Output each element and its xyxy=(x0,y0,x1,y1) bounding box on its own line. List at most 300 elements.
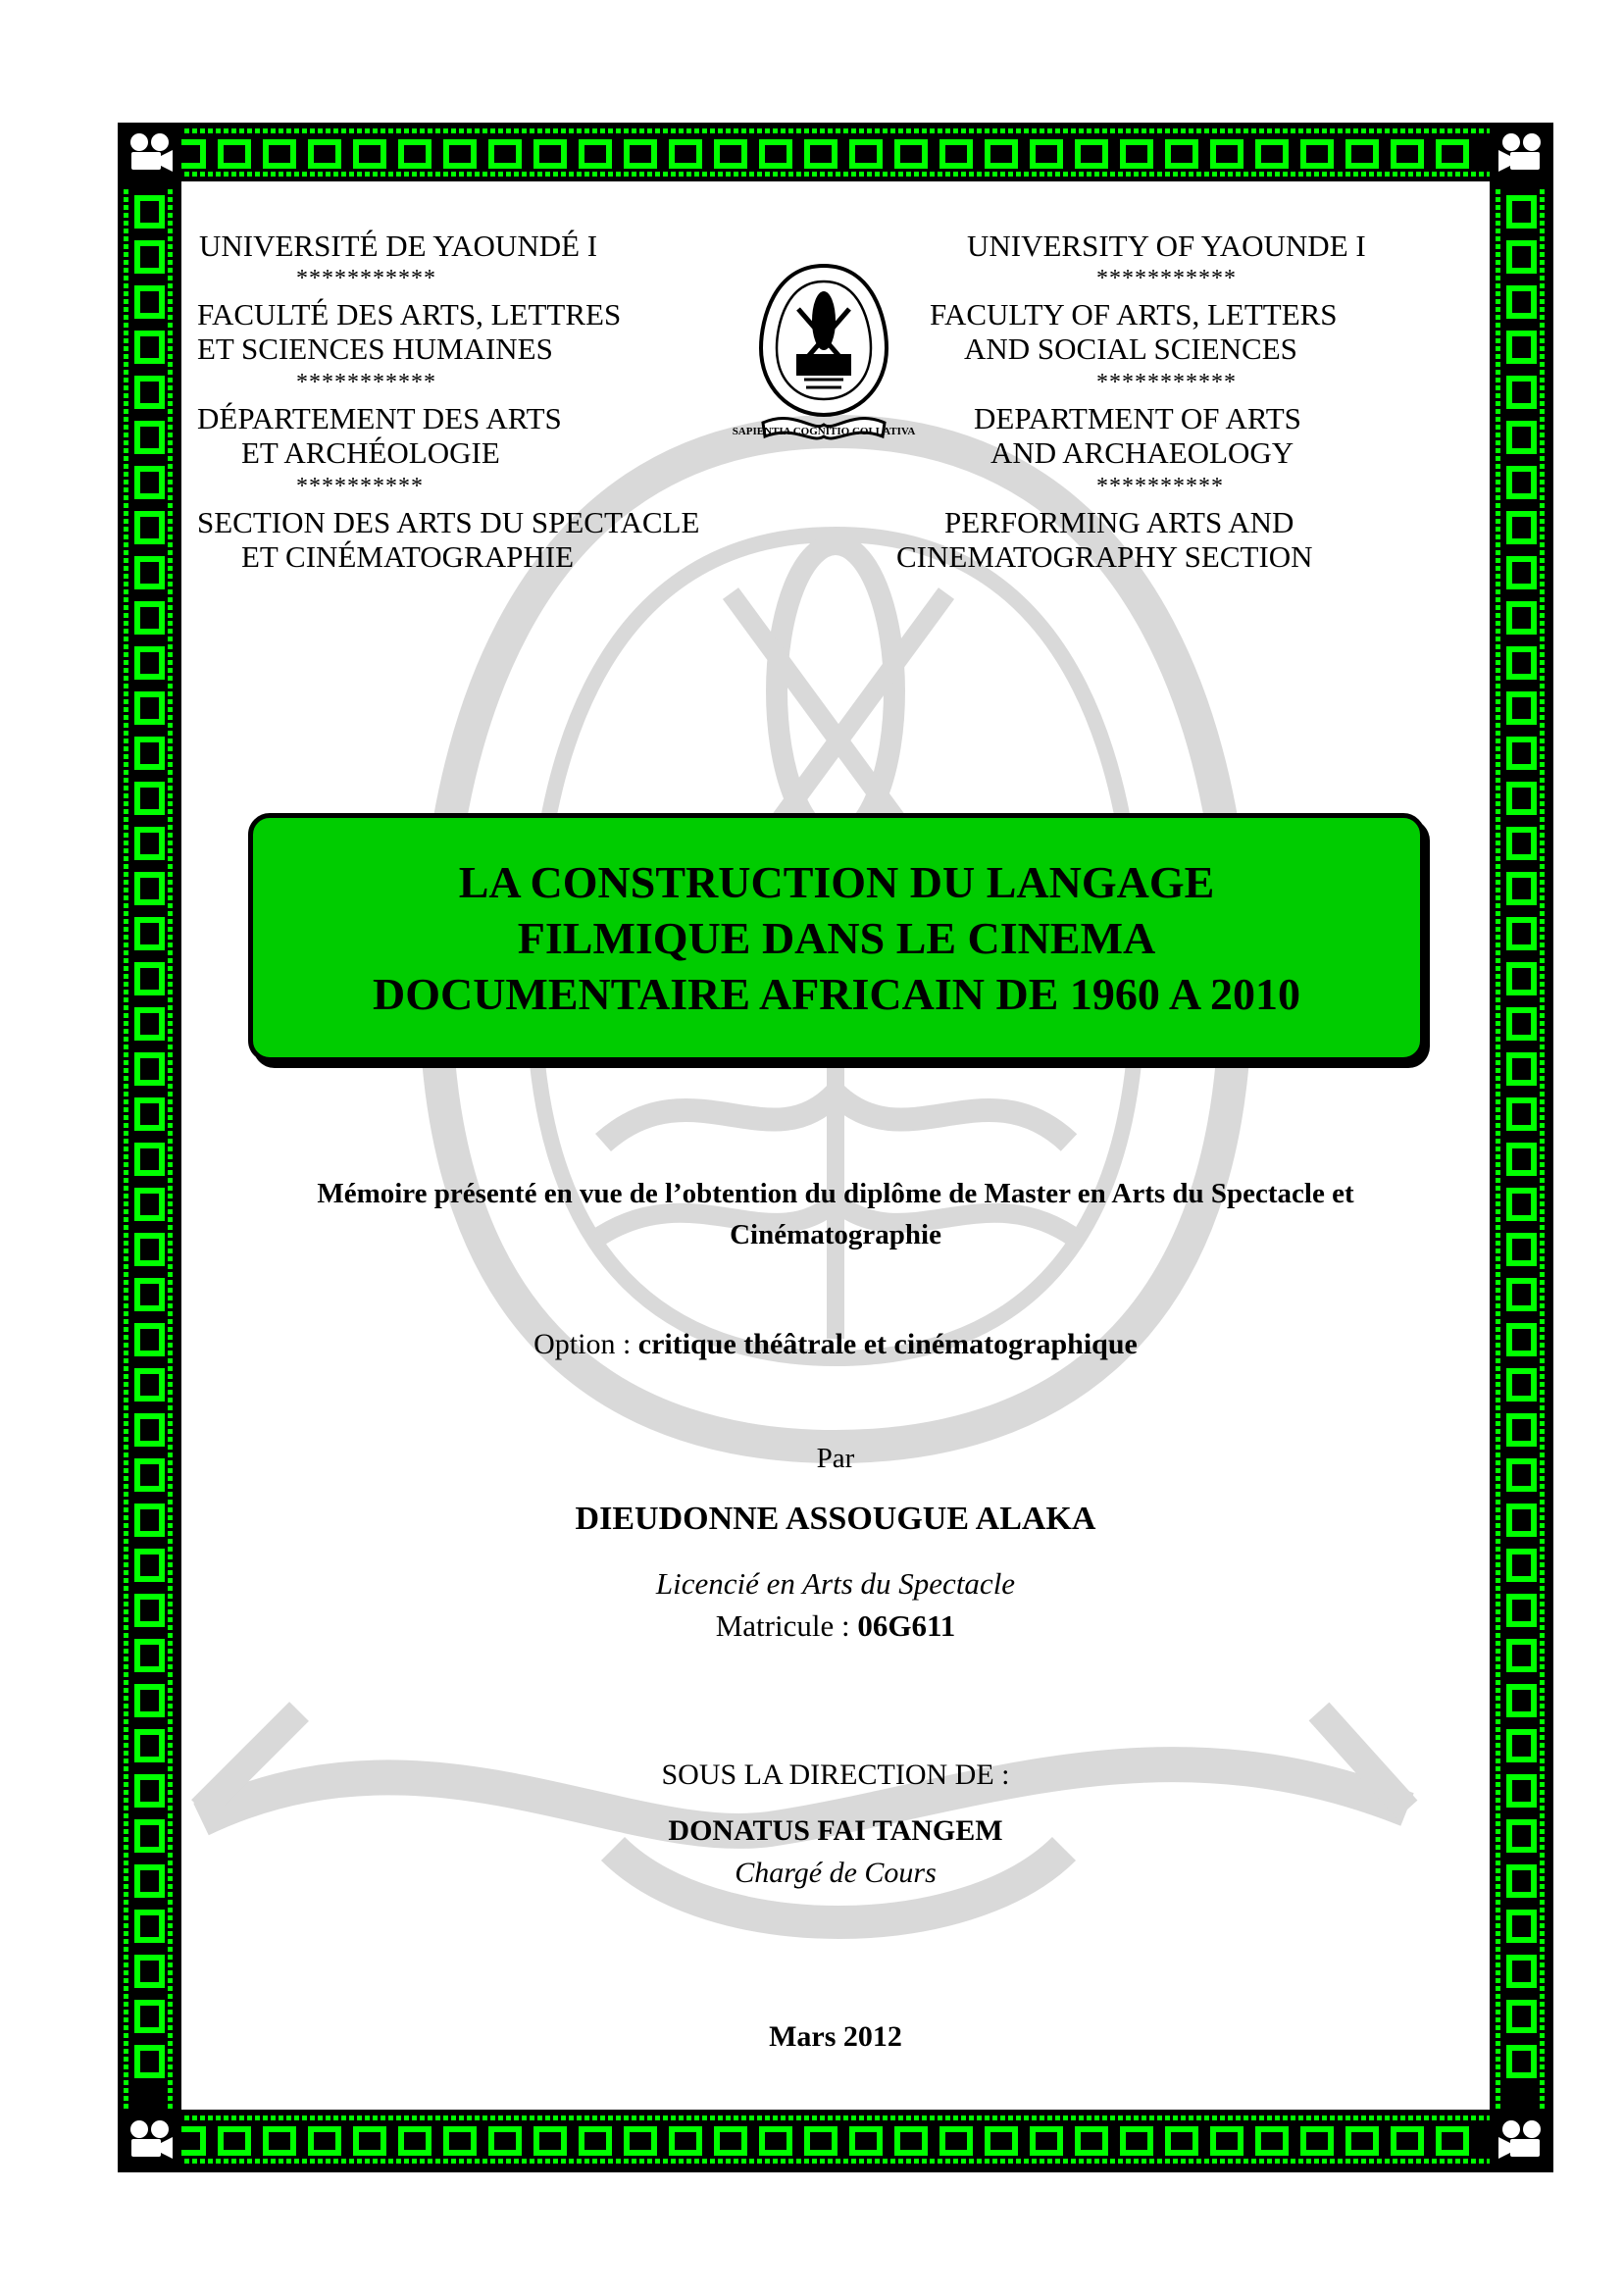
film-perforation xyxy=(302,128,307,133)
film-perforation xyxy=(168,809,173,814)
film-perforation xyxy=(124,848,128,853)
film-perforation xyxy=(851,128,856,133)
film-perforation xyxy=(124,495,128,500)
film-perforation xyxy=(168,558,173,563)
film-perforation xyxy=(124,1068,128,1073)
film-perforation xyxy=(124,621,128,626)
film-perforation xyxy=(1496,817,1500,822)
film-perforation xyxy=(168,1994,173,1999)
film-perforation xyxy=(545,2116,550,2120)
film-perforation xyxy=(1479,2116,1484,2120)
film-perforation xyxy=(1540,1296,1545,1300)
film-perforation xyxy=(168,2104,173,2109)
film-perforation xyxy=(906,172,911,177)
film-perforation xyxy=(1377,2159,1382,2164)
film-perforation xyxy=(898,2159,903,2164)
film-perforation xyxy=(1540,1633,1545,1638)
film-perforation xyxy=(124,762,128,767)
film-perforation xyxy=(124,1241,128,1246)
film-frame-window xyxy=(140,336,159,358)
film-frame-window xyxy=(140,1645,159,1666)
film-perforation xyxy=(522,2116,527,2120)
film-perforation xyxy=(124,1005,128,1010)
separator-stars: *********** xyxy=(1096,266,1237,291)
film-frame-window xyxy=(359,2132,381,2150)
film-perforation xyxy=(168,1594,173,1599)
film-perforation xyxy=(124,1186,128,1191)
film-frame-window xyxy=(720,145,741,163)
film-perforation xyxy=(168,1194,173,1198)
film-perforation xyxy=(1540,1939,1545,1944)
film-perforation xyxy=(247,2159,252,2164)
film-frame-window xyxy=(449,2132,471,2150)
film-perforation xyxy=(757,2159,762,2164)
film-perforation xyxy=(124,448,128,453)
film-perforation xyxy=(694,2116,699,2120)
film-perforation xyxy=(1540,1861,1545,1865)
film-perforation xyxy=(168,699,173,704)
film-perforation xyxy=(1540,958,1545,963)
film-perforation xyxy=(679,2159,684,2164)
film-perforation xyxy=(1540,1068,1545,1073)
film-perforation xyxy=(1408,2159,1413,2164)
film-perforation xyxy=(168,2096,173,2101)
film-perforation xyxy=(1540,1994,1545,1999)
film-perforation xyxy=(686,172,691,177)
film-perforation xyxy=(168,1955,173,1960)
film-frame-window xyxy=(1512,833,1531,854)
film-perforation xyxy=(124,1837,128,1842)
film-perforation xyxy=(124,1445,128,1450)
film-perforation xyxy=(1540,966,1545,971)
film-frame-window xyxy=(1396,145,1418,163)
film-perforation xyxy=(124,1578,128,1583)
film-perforation xyxy=(781,128,786,133)
film-perforation xyxy=(1338,2116,1343,2120)
film-perforation xyxy=(168,2002,173,2007)
film-perforation xyxy=(168,966,173,971)
film-perforation xyxy=(168,1688,173,1693)
film-perforation xyxy=(1496,362,1500,367)
film-perforation xyxy=(255,128,260,133)
film-perforation xyxy=(124,1829,128,1834)
film-perforation xyxy=(1267,2116,1272,2120)
film-perforation xyxy=(124,1319,128,1324)
film-perforation xyxy=(1079,2116,1084,2120)
film-perforation xyxy=(1496,1790,1500,1795)
film-perforation xyxy=(310,2116,315,2120)
film-perforation xyxy=(710,2159,715,2164)
film-perforation xyxy=(168,291,173,296)
film-perforation xyxy=(1496,1005,1500,1010)
film-frame-window xyxy=(584,145,606,163)
film-perforation xyxy=(168,684,173,688)
film-perforation xyxy=(1353,2159,1358,2164)
film-perforation xyxy=(1496,2096,1500,2101)
film-perforation xyxy=(168,1162,173,1167)
film-perforation xyxy=(616,2159,621,2164)
film-perforation xyxy=(1496,1327,1500,1332)
film-perforation xyxy=(632,2116,636,2120)
film-frame-window xyxy=(1512,788,1531,809)
film-perforation xyxy=(168,895,173,900)
film-perforation xyxy=(1540,707,1545,712)
film-perforation xyxy=(1540,213,1545,218)
film-perforation xyxy=(168,1429,173,1434)
film-perforation xyxy=(1496,1209,1500,1214)
film-perforation xyxy=(1540,1923,1545,1928)
film-perforation xyxy=(168,1908,173,1912)
film-perforation xyxy=(124,409,128,414)
film-perforation xyxy=(451,2159,456,2164)
film-perforation xyxy=(647,2159,652,2164)
film-perforation xyxy=(1496,1955,1500,1960)
film-perforation xyxy=(608,128,613,133)
film-perforation xyxy=(647,172,652,177)
film-perforation xyxy=(1377,128,1382,133)
film-frame-window xyxy=(140,2051,159,2072)
film-perforation xyxy=(1134,128,1139,133)
film-perforation xyxy=(168,244,173,249)
film-perforation xyxy=(1540,236,1545,241)
film-perforation xyxy=(168,1861,173,1865)
film-perforation xyxy=(168,1296,173,1300)
film-perforation xyxy=(124,221,128,226)
film-perforation xyxy=(1432,172,1437,177)
film-perforation xyxy=(124,1978,128,1983)
film-perforation xyxy=(124,535,128,539)
film-frame-window xyxy=(810,2132,832,2150)
film-perforation xyxy=(1540,1351,1545,1355)
film-perforation xyxy=(124,919,128,924)
film-perforation xyxy=(1251,172,1256,177)
film-perforation xyxy=(1496,464,1500,469)
film-perforation xyxy=(168,307,173,312)
film-perforation xyxy=(1496,2033,1500,2038)
film-perforation xyxy=(985,2116,990,2120)
film-perforation xyxy=(1322,128,1327,133)
film-perforation xyxy=(1259,2159,1264,2164)
film-perforation xyxy=(734,128,738,133)
film-perforation xyxy=(1055,172,1060,177)
film-perforation xyxy=(1173,2159,1178,2164)
film-perforation xyxy=(200,172,205,177)
film-perforation xyxy=(124,1421,128,1426)
film-perforation xyxy=(1540,1586,1545,1591)
film-perforation xyxy=(271,2159,276,2164)
film-perforation xyxy=(992,2116,997,2120)
film-perforation xyxy=(124,472,128,477)
film-perforation xyxy=(124,1021,128,1026)
film-perforation xyxy=(124,888,128,892)
film-perforation xyxy=(1212,2159,1217,2164)
film-perforation xyxy=(168,1131,173,1136)
film-perforation xyxy=(231,2116,236,2120)
film-perforation xyxy=(1345,2116,1350,2120)
film-perforation xyxy=(702,172,707,177)
film-perforation xyxy=(686,128,691,133)
film-perforation xyxy=(1496,770,1500,775)
film-perforation xyxy=(1540,668,1545,673)
film-frame-window xyxy=(449,145,471,163)
film-frame-window xyxy=(140,1194,159,1215)
film-perforation xyxy=(124,1602,128,1606)
film-perforation xyxy=(168,2049,173,2054)
film-perforation xyxy=(168,527,173,532)
film-perforation xyxy=(914,2116,919,2120)
film-perforation xyxy=(124,2088,128,2093)
film-perforation xyxy=(1496,338,1500,343)
film-perforation xyxy=(168,1303,173,1308)
film-perforation xyxy=(1496,2025,1500,2030)
film-perforation xyxy=(663,2116,668,2120)
film-perforation xyxy=(1540,691,1545,696)
film-perforation xyxy=(124,2080,128,2085)
film-perforation xyxy=(796,128,801,133)
film-perforation xyxy=(1496,1602,1500,1606)
film-perforation xyxy=(1424,2159,1429,2164)
film-perforation xyxy=(1540,589,1545,594)
film-perforation xyxy=(124,1351,128,1355)
film-perforation xyxy=(168,1421,173,1426)
film-perforation xyxy=(168,1045,173,1049)
film-perforation xyxy=(1424,2116,1429,2120)
film-frame-window xyxy=(140,2006,159,2027)
film-perforation xyxy=(1126,128,1131,133)
film-perforation xyxy=(1496,1500,1500,1504)
film-frame-window xyxy=(945,145,967,163)
film-perforation xyxy=(124,1382,128,1387)
film-perforation xyxy=(1496,1884,1500,1889)
film-perforation xyxy=(124,440,128,445)
film-perforation xyxy=(1087,128,1091,133)
film-perforation xyxy=(1032,128,1037,133)
film-perforation xyxy=(168,864,173,869)
film-perforation xyxy=(953,128,958,133)
film-perforation xyxy=(1087,172,1091,177)
film-perforation xyxy=(168,668,173,673)
film-perforation xyxy=(1102,2116,1107,2120)
film-perforation xyxy=(1016,2116,1021,2120)
film-perforation xyxy=(168,1986,173,1991)
film-perforation xyxy=(124,1335,128,1340)
film-perforation xyxy=(1540,252,1545,257)
film-perforation xyxy=(1540,895,1545,900)
film-perforation xyxy=(930,128,935,133)
film-perforation xyxy=(1496,621,1500,626)
film-perforation xyxy=(1496,1539,1500,1544)
film-perforation xyxy=(124,778,128,783)
film-perforation xyxy=(124,197,128,202)
film-perforation xyxy=(1540,1225,1545,1230)
film-perforation xyxy=(969,2116,974,2120)
film-perforation xyxy=(1496,1288,1500,1293)
film-perforation xyxy=(734,2116,738,2120)
film-perforation xyxy=(1540,1641,1545,1646)
film-perforation xyxy=(647,2116,652,2120)
film-perforation xyxy=(1496,1853,1500,1858)
film-perforation xyxy=(506,2159,511,2164)
film-perforation xyxy=(168,1759,173,1763)
film-perforation xyxy=(1540,1484,1545,1489)
film-perforation xyxy=(124,1233,128,1238)
film-perforation xyxy=(124,1092,128,1096)
film-perforation xyxy=(1393,2116,1397,2120)
film-perforation xyxy=(953,2159,958,2164)
film-perforation xyxy=(1071,2159,1076,2164)
film-perforation xyxy=(1496,1147,1500,1151)
film-perforation xyxy=(608,2159,613,2164)
film-perforation xyxy=(279,172,283,177)
film-perforation xyxy=(388,172,393,177)
film-perforation xyxy=(1540,1555,1545,1559)
film-perforation xyxy=(1496,1806,1500,1810)
film-perforation xyxy=(349,2116,354,2120)
film-frame-window xyxy=(1126,145,1147,163)
film-perforation xyxy=(1540,746,1545,751)
film-perforation xyxy=(930,2116,935,2120)
film-perforation xyxy=(1496,1633,1500,1638)
film-perforation xyxy=(443,2159,448,2164)
film-perforation xyxy=(1361,128,1366,133)
film-perforation xyxy=(124,1029,128,1034)
film-perforation xyxy=(1110,128,1115,133)
film-perforation xyxy=(168,707,173,712)
film-perforation xyxy=(192,128,197,133)
film-perforation xyxy=(1496,229,1500,233)
film-perforation xyxy=(216,2116,221,2120)
film-perforation xyxy=(124,1711,128,1716)
film-perforation xyxy=(765,172,770,177)
film-perforation xyxy=(1540,558,1545,563)
film-perforation xyxy=(1540,472,1545,477)
film-perforation xyxy=(318,2116,323,2120)
film-frame-window xyxy=(140,517,159,538)
film-perforation xyxy=(1126,2159,1131,2164)
film-perforation xyxy=(1196,2116,1201,2120)
film-perforation xyxy=(1496,1759,1500,1763)
film-perforation xyxy=(632,172,636,177)
film-perforation xyxy=(404,2159,409,2164)
film-perforation xyxy=(124,1766,128,1771)
film-perforation xyxy=(1071,2116,1076,2120)
film-perforation xyxy=(1540,731,1545,736)
film-perforation xyxy=(168,1084,173,1089)
film-perforation xyxy=(124,229,128,233)
film-perforation xyxy=(1540,409,1545,414)
film-perforation xyxy=(168,1939,173,1944)
film-frame-window xyxy=(1081,145,1102,163)
film-frame-window xyxy=(140,1780,159,1802)
film-perforation xyxy=(1400,128,1405,133)
film-perforation xyxy=(1540,997,1545,1002)
film-perforation xyxy=(961,172,966,177)
film-perforation xyxy=(1463,2159,1468,2164)
film-perforation xyxy=(1496,2002,1500,2007)
film-perforation xyxy=(168,1390,173,1395)
film-perforation xyxy=(124,1076,128,1081)
film-perforation xyxy=(1251,2116,1256,2120)
film-perforation xyxy=(1204,172,1209,177)
film-perforation xyxy=(1165,172,1170,177)
film-perforation xyxy=(1496,903,1500,908)
film-perforation xyxy=(1110,172,1115,177)
film-perforation xyxy=(168,189,173,194)
film-perforation xyxy=(1345,128,1350,133)
film-perforation xyxy=(124,715,128,720)
film-perforation xyxy=(1540,1688,1545,1693)
university-name-en: UNIVERSITY OF YAOUNDE I xyxy=(967,229,1366,263)
film-perforation xyxy=(420,2159,425,2164)
camera-icon xyxy=(118,2110,181,2172)
film-perforation xyxy=(663,2159,668,2164)
film-perforation xyxy=(1157,128,1162,133)
film-perforation xyxy=(168,1727,173,1732)
film-perforation xyxy=(977,172,982,177)
film-frame-window xyxy=(1351,145,1373,163)
film-perforation xyxy=(1540,487,1545,492)
film-perforation xyxy=(1540,1719,1545,1724)
film-perforation xyxy=(718,172,723,177)
film-perforation xyxy=(333,2159,338,2164)
film-perforation xyxy=(820,2116,825,2120)
film-perforation xyxy=(1540,378,1545,382)
film-perforation xyxy=(239,2159,244,2164)
film-perforation xyxy=(1275,128,1280,133)
film-frame-window xyxy=(1512,201,1531,223)
section-en-line2: CINEMATOGRAPHY SECTION xyxy=(896,539,1313,574)
film-perforation xyxy=(279,128,283,133)
film-frame-window xyxy=(1036,145,1057,163)
film-perforation xyxy=(820,128,825,133)
film-perforation xyxy=(1047,2159,1052,2164)
film-perforation xyxy=(168,417,173,422)
film-perforation xyxy=(1540,1766,1545,1771)
section-fr-line1: SECTION DES ARTS DU SPECTACLE xyxy=(197,505,700,539)
film-perforation xyxy=(561,172,566,177)
film-perforation xyxy=(1540,535,1545,539)
film-perforation xyxy=(1540,754,1545,759)
film-perforation xyxy=(1540,1429,1545,1434)
film-frame-window xyxy=(1512,291,1531,313)
film-perforation xyxy=(1540,1131,1545,1136)
film-perforation xyxy=(1540,1908,1545,1912)
film-perforation xyxy=(168,1523,173,1528)
film-perforation xyxy=(1496,519,1500,524)
film-perforation xyxy=(168,1711,173,1716)
film-perforation xyxy=(1496,417,1500,422)
film-perforation xyxy=(1540,1445,1545,1450)
film-perforation xyxy=(247,128,252,133)
film-perforation xyxy=(781,2116,786,2120)
film-frame-window xyxy=(140,1374,159,1396)
film-perforation xyxy=(1496,691,1500,696)
film-perforation xyxy=(820,2159,825,2164)
film-perforation xyxy=(1032,2116,1037,2120)
film-perforation xyxy=(124,809,128,814)
film-perforation xyxy=(168,1453,173,1457)
film-perforation xyxy=(124,464,128,469)
film-perforation xyxy=(718,2159,723,2164)
film-perforation xyxy=(883,2116,888,2120)
film-perforation xyxy=(467,128,472,133)
film-perforation xyxy=(1496,1939,1500,1944)
film-perforation xyxy=(475,128,480,133)
thesis-title-box xyxy=(248,813,1425,1062)
film-perforation xyxy=(1314,172,1319,177)
film-perforation xyxy=(168,1358,173,1363)
film-perforation xyxy=(168,1217,173,1222)
